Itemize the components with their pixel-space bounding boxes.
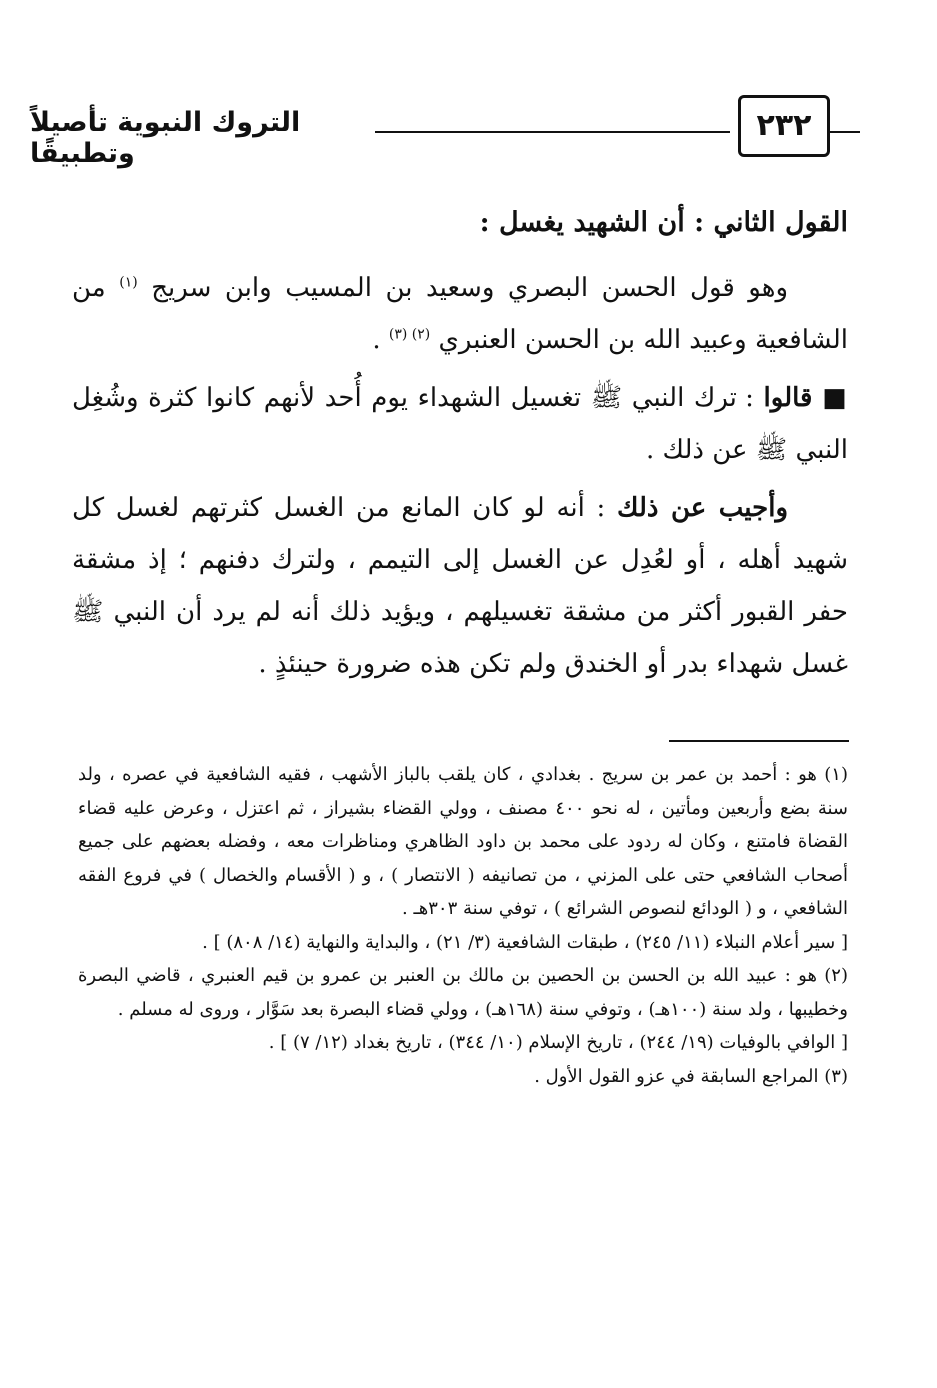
footnote-ref-2-3: (٢) (٣) (388, 326, 431, 343)
footnote-2-sources: [ الوافي بالوفيات (١٩/ ٢٤٤) ، تاريخ الإسلام (١٠/ ٣٤٤) ، تاريخ بغداد (١٢/ ٧) ] . (268, 1032, 848, 1053)
response-text: : أنه لو كان المانع من الغسل كثرتهم لغسل كل شهيد أهله ، أو لعُدِل عن الغسل إلى التيمم ، ولترك دفنهم ؛ إذ مشقة حفر القبور أكثر من مشقة تغسيلهم ، ويؤيد ذلك أنه لم يرد أن النبي ﷺ غسل شهداء بدر أو الخندق ولم تكن هذه ضرورة حينئذٍ . (72, 493, 848, 679)
argument-text: : ترك النبي ﷺ تغسيل الشهداء يوم أُحد لأنهم كانوا كثرة وشُغِل النبي ﷺ عن ذلك . (72, 383, 848, 465)
paragraph-text-cont: من الشافعية وعبيد الله بن الحسن العنبري (72, 273, 848, 355)
paragraph-opinion (72, 262, 848, 366)
footnote-1-sources: [ سير أعلام النبلاء (١١/ ٢٤٥) ، طبقات الشافعية (٣/ ٢١) ، والبداية والنهاية (١٤/ ٨٠٨) ] . (202, 931, 848, 953)
header-rule (375, 131, 730, 133)
header-rule-end (830, 131, 860, 133)
footnote-divider (669, 740, 849, 742)
bullet-marker: ■ (822, 383, 848, 413)
page-header (30, 95, 860, 169)
response-label: وأجيب عن ذلك (617, 493, 788, 523)
footnote-3: (٣) المراجع السابقة في عزو القول الأول . (534, 1065, 848, 1087)
paragraph-argument (72, 372, 848, 476)
paragraph-response (72, 482, 848, 690)
footnote-2: (٢) هو : عبيد الله بن الحسن بن الحصين بن مالك بن العنبر بن عمرو بن قيم العنبري ، قاضي البصرة وخطيبها ، ولد سنة (١٠٠هـ) ، وتوفي سنة (١٦٨هـ) ، وولي قضاء البصرة بعد سَوَّار ، وروى له مسلم . (78, 965, 848, 1020)
main-text (72, 198, 848, 690)
page-number: ٢٣٢ (738, 95, 830, 157)
paragraph-text: وهو قول الحسن البصري وسعيد بن المسيب وابن سريج (151, 273, 789, 303)
argument-label: قالوا (763, 383, 813, 413)
paragraph-end: . (372, 325, 381, 355)
footnotes (78, 758, 848, 1093)
section-heading: القول الثاني : أن الشهيد يغسل : (479, 207, 848, 238)
footnote-ref-1: (١) (119, 274, 138, 291)
footnote-1: (١) هو : أحمد بن عمر بن سريج . بغدادي ، كان يلقب بالباز الأشهب ، فقيه الشافعية في عصره ، ولد سنة بضع وأربعين ومأتين ، له نحو ٤٠٠ مصنف ، وولي القضاء بشيراز ، ثم اعتزل ، وعرض عليه قضاء القضاة فامتنع ، وكان له ردود على محمد بن داود الظاهري ومناظرات معه ، وفضله بعضهم على جميع أصحاب الشافعي حتى على المزني ، من تصانيفه ( الانتصار ) ، و ( الأقسام والخصال ) في فروع الفقه الشافعي ، و ( الودائع لنصوص الشرائع ) ، توفي سنة ٣٠٣هـ . (78, 764, 848, 919)
book-title: التروك النبوية تأصيلاً وتطبيقًا (30, 107, 301, 169)
